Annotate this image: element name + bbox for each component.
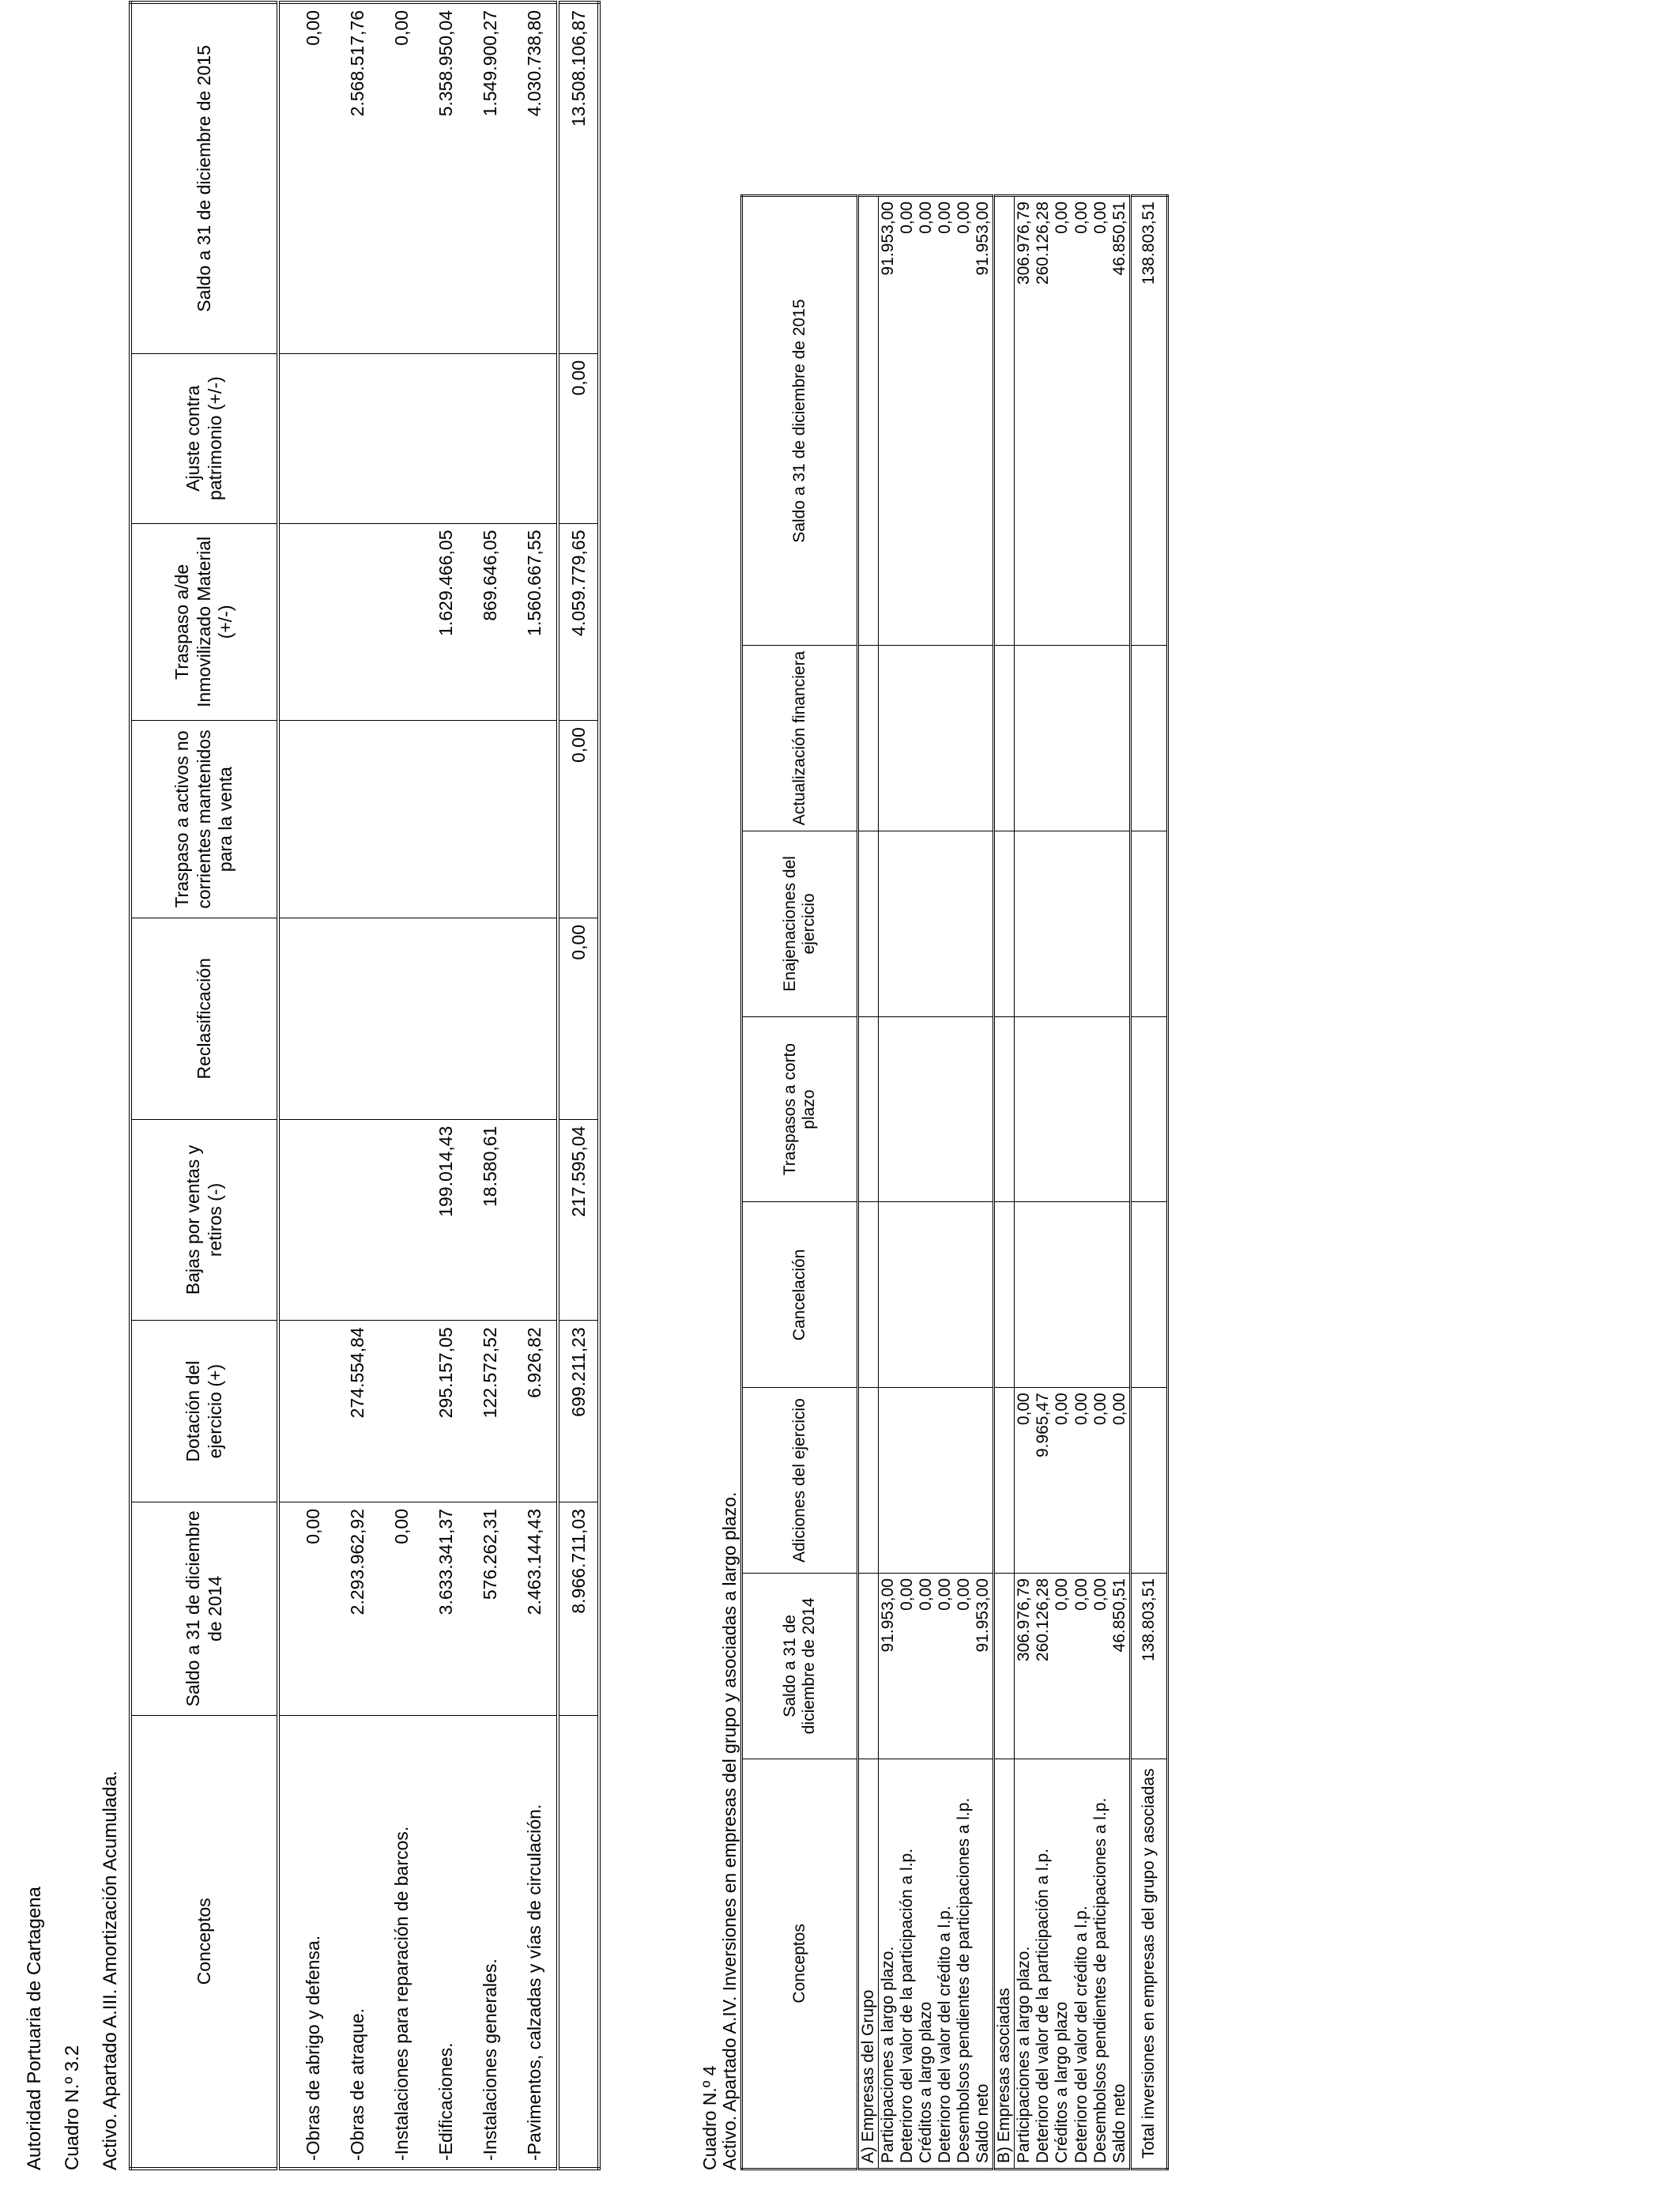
value-cell [424, 353, 468, 523]
value-cell: 2.463.144,43 [512, 1502, 558, 1716]
table-row [424, 2, 468, 2169]
value-cell [278, 353, 335, 523]
value-cell [278, 1119, 335, 1321]
value-cell [917, 1016, 936, 1202]
table-row [936, 196, 955, 2169]
value-cell: 0,00 [1053, 1388, 1072, 1574]
value-cell: 869.646,05 [468, 523, 512, 721]
value-cell: 122.572,52 [468, 1321, 512, 1502]
value-cell [1053, 646, 1072, 831]
empty-cell [858, 196, 879, 646]
value-cell [379, 1119, 424, 1321]
value-cell [955, 646, 974, 831]
value-cell [1091, 831, 1110, 1016]
value-cell [1091, 1202, 1110, 1388]
value-cell [335, 721, 379, 918]
value-cell [955, 831, 974, 1016]
table2-header-cell: Enajenaciones del ejercicio [742, 831, 858, 1016]
value-cell [379, 918, 424, 1119]
table-row [1110, 196, 1131, 2169]
concept-cell: -Instalaciones para reparación de barcos. [379, 1715, 424, 2169]
empty-cell [858, 646, 879, 831]
value-cell: 2.293.962,92 [335, 1502, 379, 1716]
table2-header-cell: Saldo a 31 de diciembre de 2014 [742, 1574, 858, 1759]
value-cell: 0,00 [1053, 196, 1072, 646]
value-cell [379, 1321, 424, 1502]
empty-cell [858, 1202, 879, 1388]
value-cell: 0,00 [917, 196, 936, 646]
value-cell: 0,00 [278, 1502, 335, 1716]
empty-cell [858, 1574, 879, 1759]
value-cell: 1.560.667,55 [512, 523, 558, 721]
table-row [278, 2, 335, 2169]
value-cell [917, 1202, 936, 1388]
concept-cell: Participaciones a largo plazo. [879, 1759, 898, 2169]
table-row [1072, 196, 1091, 2169]
table1-header-cell: Dotación del ejercicio (+) [130, 1321, 278, 1502]
table-row [974, 196, 994, 2169]
value-cell [1091, 646, 1110, 831]
value-cell [936, 1202, 955, 1388]
value-cell [1053, 831, 1072, 1016]
empty-cell [994, 1202, 1015, 1388]
value-cell [1072, 831, 1091, 1016]
table-row [379, 2, 424, 2169]
concept-cell: Deterioro del valor del crédito a l.p. [936, 1759, 955, 2169]
value-cell: 5.358.950,04 [424, 2, 468, 353]
section-title-row [858, 196, 879, 2169]
empty-cell [994, 1016, 1015, 1202]
section-title-row [994, 196, 1015, 2169]
empty-cell [994, 646, 1015, 831]
value-cell [974, 646, 994, 831]
value-cell [898, 1388, 917, 1574]
value-cell [879, 1202, 898, 1388]
value-cell [1110, 646, 1131, 831]
value-cell [424, 918, 468, 1119]
value-cell [1110, 1202, 1131, 1388]
empty-cell [858, 1388, 879, 1574]
table-row [335, 2, 379, 2169]
value-cell [936, 1016, 955, 1202]
value-cell: 0,00 [955, 1574, 974, 1759]
table-row [512, 2, 558, 2169]
value-cell: 260.126,28 [1034, 196, 1053, 646]
value-cell [1034, 831, 1053, 1016]
table2-header-cell: Adiciones del ejercicio [742, 1388, 858, 1574]
value-cell [936, 831, 955, 1016]
value-cell: 46.850,51 [1110, 196, 1131, 646]
value-cell [879, 1016, 898, 1202]
value-cell: 0,00 [1072, 1388, 1091, 1574]
value-cell [468, 353, 512, 523]
value-cell [335, 1119, 379, 1321]
value-cell [379, 721, 424, 918]
value-cell: 0,00 [1015, 1388, 1034, 1574]
total-label: Total inversiones en empresas del grupo y asociadas [1130, 1759, 1167, 2169]
value-cell: 1.549.900,27 [468, 2, 512, 353]
value-cell [278, 721, 335, 918]
concept-cell: Saldo neto [1110, 1759, 1131, 2169]
value-cell: 2.568.517,76 [335, 2, 379, 353]
table2-header-cell: Conceptos [742, 1759, 858, 2169]
section-title: B) Empresas asociadas [994, 1759, 1015, 2169]
inversiones-table [740, 194, 1169, 2170]
table1-total-row [558, 2, 599, 2169]
total-cell: 0,00 [558, 918, 599, 1119]
total-cell [1130, 831, 1167, 1016]
org-name: Autoridad Portuaria de Cartagena [24, 1887, 45, 2170]
value-cell: 306.976,79 [1015, 196, 1034, 646]
table1-header-cell: Conceptos [130, 1715, 278, 2169]
table-row [1053, 196, 1072, 2169]
value-cell: 0,00 [1091, 1388, 1110, 1574]
section-title: A) Empresas del Grupo [858, 1759, 879, 2169]
value-cell [335, 918, 379, 1119]
total-cell [558, 1715, 599, 2169]
value-cell [1015, 646, 1034, 831]
value-cell [974, 1388, 994, 1574]
table1-header-cell: Traspaso a activos no corrientes mantenidos para la venta [130, 721, 278, 918]
value-cell [379, 353, 424, 523]
table1-header-row [130, 2, 278, 2169]
empty-cell [858, 1016, 879, 1202]
value-cell [936, 646, 955, 831]
total-cell: 0,00 [558, 353, 599, 523]
concept-cell: -Obras de abrigo y defensa. [278, 1715, 335, 2169]
value-cell: 91.953,00 [974, 196, 994, 646]
value-cell [1110, 1016, 1131, 1202]
value-cell: 91.953,00 [879, 1574, 898, 1759]
table2-total-row [1130, 196, 1167, 2169]
concept-cell: Deterioro del valor de la participación a l.p. [1034, 1759, 1053, 2169]
concept-cell: -Obras de atraque. [335, 1715, 379, 2169]
value-cell [1091, 1016, 1110, 1202]
total-cell: 0,00 [558, 721, 599, 918]
value-cell [468, 918, 512, 1119]
value-cell: 91.953,00 [879, 196, 898, 646]
table-row [955, 196, 974, 2169]
cuadro-3-2-label: Cuadro N.º 3.2 [62, 2045, 83, 2170]
table-row [1091, 196, 1110, 2169]
value-cell [1072, 1016, 1091, 1202]
value-cell: 199.014,43 [424, 1119, 468, 1321]
value-cell [1110, 831, 1131, 1016]
value-cell: 0,00 [379, 1502, 424, 1716]
value-cell: 0,00 [936, 196, 955, 646]
table1-header-cell: Saldo a 31 de diciembre de 2014 [130, 1502, 278, 1716]
total-cell: 13.508.106,87 [558, 2, 599, 353]
value-cell: 0,00 [1072, 196, 1091, 646]
amortizacion-table [129, 1, 601, 2170]
table2-header-cell: Actualización financiera [742, 646, 858, 831]
concept-cell: -Edificaciones. [424, 1715, 468, 2169]
value-cell [879, 831, 898, 1016]
value-cell [917, 831, 936, 1016]
value-cell [955, 1388, 974, 1574]
empty-cell [994, 196, 1015, 646]
value-cell [1053, 1202, 1072, 1388]
concept-cell: Créditos a largo plazo [1053, 1759, 1072, 2169]
value-cell [278, 523, 335, 721]
table2-header-cell: Traspasos a corto plazo [742, 1016, 858, 1202]
value-cell [468, 721, 512, 918]
value-cell: 576.262,31 [468, 1502, 512, 1716]
value-cell [898, 646, 917, 831]
value-cell [917, 1388, 936, 1574]
value-cell [974, 1016, 994, 1202]
value-cell [955, 1016, 974, 1202]
value-cell [955, 1202, 974, 1388]
value-cell [1072, 1202, 1091, 1388]
value-cell: 0,00 [1091, 1574, 1110, 1759]
value-cell [335, 523, 379, 721]
value-cell: 0,00 [278, 2, 335, 353]
total-cell [1130, 1016, 1167, 1202]
value-cell: 18.580,61 [468, 1119, 512, 1321]
value-cell: 1.629.466,05 [424, 523, 468, 721]
value-cell: 0,00 [1053, 1574, 1072, 1759]
table-row [917, 196, 936, 2169]
total-cell [1130, 1388, 1167, 1574]
value-cell: 91.953,00 [974, 1574, 994, 1759]
table2-title: Activo. Apartado A.IV. Inversiones en empresas del grupo y asociadas a largo plazo. [719, 1491, 740, 2170]
value-cell [879, 646, 898, 831]
value-cell: 9.965,47 [1034, 1388, 1053, 1574]
value-cell: 3.633.341,37 [424, 1502, 468, 1716]
total-cell [1130, 646, 1167, 831]
value-cell [1015, 831, 1034, 1016]
cuadro-4-label: Cuadro N.º 4 [699, 2065, 720, 2170]
value-cell: 0,00 [955, 196, 974, 646]
value-cell [898, 831, 917, 1016]
value-cell: 0,00 [1110, 1388, 1131, 1574]
total-cell: 138.803,51 [1130, 196, 1167, 646]
table2-header-row [742, 196, 858, 2169]
value-cell [1015, 1016, 1034, 1202]
concept-cell: Saldo neto [974, 1759, 994, 2169]
concept-cell: Créditos a largo plazo [917, 1759, 936, 2169]
value-cell [278, 1321, 335, 1502]
value-cell [1034, 646, 1053, 831]
table2-header-cell: Saldo a 31 de diciembre de 2015 [742, 196, 858, 646]
value-cell [424, 721, 468, 918]
concept-cell: -Pavimentos, calzadas y vías de circulación. [512, 1715, 558, 2169]
total-cell: 699.211,23 [558, 1321, 599, 1502]
total-cell [1130, 1202, 1167, 1388]
value-cell [936, 1388, 955, 1574]
value-cell: 0,00 [898, 196, 917, 646]
value-cell: 260.126,28 [1034, 1574, 1053, 1759]
value-cell [512, 353, 558, 523]
value-cell [512, 1119, 558, 1321]
table2-header-cell: Cancelación [742, 1202, 858, 1388]
value-cell [974, 831, 994, 1016]
table-row [879, 196, 898, 2169]
value-cell: 0,00 [917, 1574, 936, 1759]
value-cell: 0,00 [1072, 1574, 1091, 1759]
value-cell [898, 1202, 917, 1388]
value-cell [1072, 646, 1091, 831]
value-cell [879, 1388, 898, 1574]
concept-cell: Desembolsos pendientes de participaciones a l.p. [1091, 1759, 1110, 2169]
table-row [1015, 196, 1034, 2169]
value-cell [1034, 1016, 1053, 1202]
value-cell: 4.030.738,80 [512, 2, 558, 353]
total-cell: 217.595,04 [558, 1119, 599, 1321]
table1-header-cell: Saldo a 31 de diciembre de 2015 [130, 2, 278, 353]
value-cell: 6.926,82 [512, 1321, 558, 1502]
total-cell: 8.966.711,03 [558, 1502, 599, 1716]
table-row [468, 2, 512, 2169]
value-cell: 0,00 [898, 1574, 917, 1759]
concept-cell: Deterioro del valor del crédito a l.p. [1072, 1759, 1091, 2169]
value-cell: 295.157,05 [424, 1321, 468, 1502]
table-row [1034, 196, 1053, 2169]
empty-cell [994, 831, 1015, 1016]
table-row [898, 196, 917, 2169]
value-cell: 46.850,51 [1110, 1574, 1131, 1759]
value-cell [898, 1016, 917, 1202]
value-cell: 306.976,79 [1015, 1574, 1034, 1759]
value-cell [512, 918, 558, 1119]
table1-title: Activo. Apartado A.III. Amortización Acumulada. [100, 1770, 121, 2170]
total-cell: 4.059.779,65 [558, 523, 599, 721]
total-cell: 138.803,51 [1130, 1574, 1167, 1759]
value-cell [379, 523, 424, 721]
value-cell [1053, 1016, 1072, 1202]
value-cell: 0,00 [379, 2, 424, 353]
concept-cell: -Instalaciones generales. [468, 1715, 512, 2169]
empty-cell [994, 1574, 1015, 1759]
concept-cell: Desembolsos pendientes de participaciones a l.p. [955, 1759, 974, 2169]
value-cell [278, 918, 335, 1119]
value-cell [1034, 1202, 1053, 1388]
value-cell [335, 353, 379, 523]
value-cell [917, 646, 936, 831]
value-cell: 0,00 [1091, 196, 1110, 646]
table1-header-cell: Ajuste contra patrimonio (+/-) [130, 353, 278, 523]
concept-cell: Deterioro del valor de la participación a l.p. [898, 1759, 917, 2169]
concept-cell: Participaciones a largo plazo. [1015, 1759, 1034, 2169]
value-cell [1015, 1202, 1034, 1388]
table1-header-cell: Bajas por ventas y retiros (-) [130, 1119, 278, 1321]
table1-header-cell: Reclasificación [130, 918, 278, 1119]
value-cell: 274.554,84 [335, 1321, 379, 1502]
empty-cell [994, 1388, 1015, 1574]
empty-cell [858, 831, 879, 1016]
value-cell [974, 1202, 994, 1388]
value-cell [512, 721, 558, 918]
table1-header-cell: Traspaso a/de Inmovilizado Material (+/-) [130, 523, 278, 721]
value-cell: 0,00 [936, 1574, 955, 1759]
